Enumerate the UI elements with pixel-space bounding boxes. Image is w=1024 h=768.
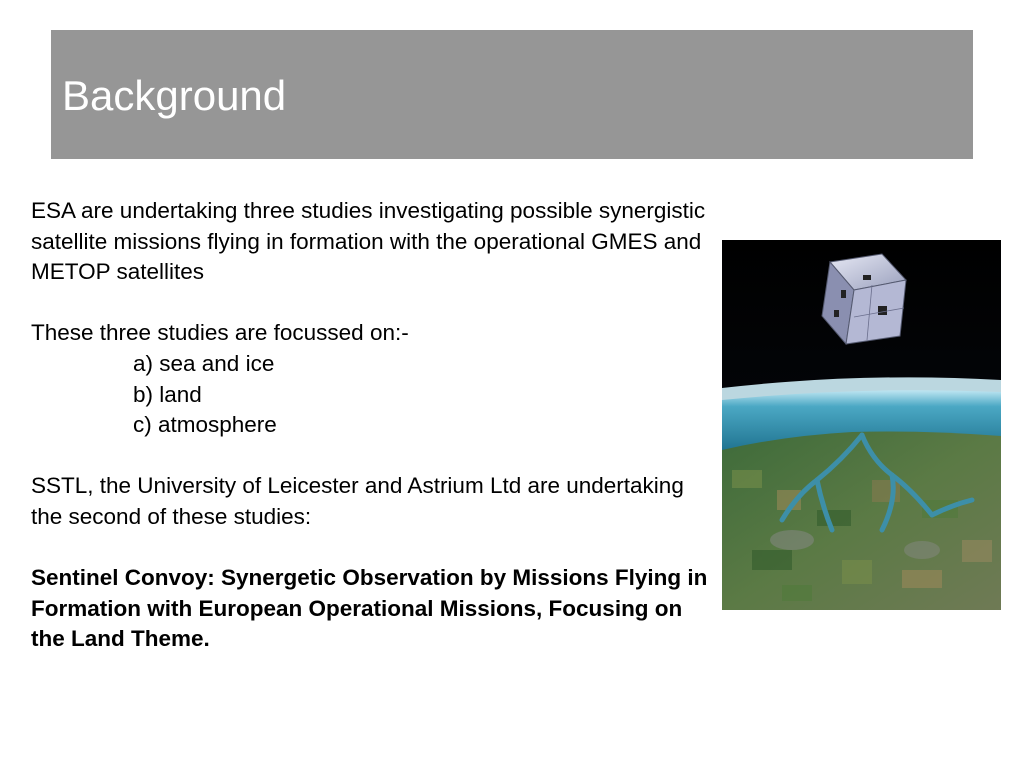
study-title: Sentinel Convoy: Synergetic Observation by Missions Flying in Formation with European Operational Missions, Focusing on the Land Theme. (31, 565, 708, 652)
satellite-icon (822, 254, 906, 344)
focus-item-atmosphere: c) atmosphere (133, 412, 277, 438)
satellite-earth-illustration (722, 240, 1001, 610)
partners-paragraph: SSTL, the University of Leicester and Astrium Ltd are undertaking the second of these studies: (31, 473, 684, 529)
satellite-earth-image (722, 240, 1001, 610)
focus-item-sea-ice: a) sea and ice (133, 350, 275, 376)
spacer (31, 288, 711, 319)
spacer (31, 533, 711, 564)
slide-body (31, 196, 711, 655)
spacer (31, 441, 711, 472)
intro-paragraph: ESA are undertaking three studies investigating possible synergistic satellite missions flying in formation with the operational GMES and METOP satellites (31, 198, 706, 285)
slide-title: Background (62, 72, 287, 119)
focus-item-land: b) land (133, 381, 202, 407)
focus-heading: These three studies are focussed on:- (31, 320, 409, 346)
title-bar (51, 30, 973, 159)
